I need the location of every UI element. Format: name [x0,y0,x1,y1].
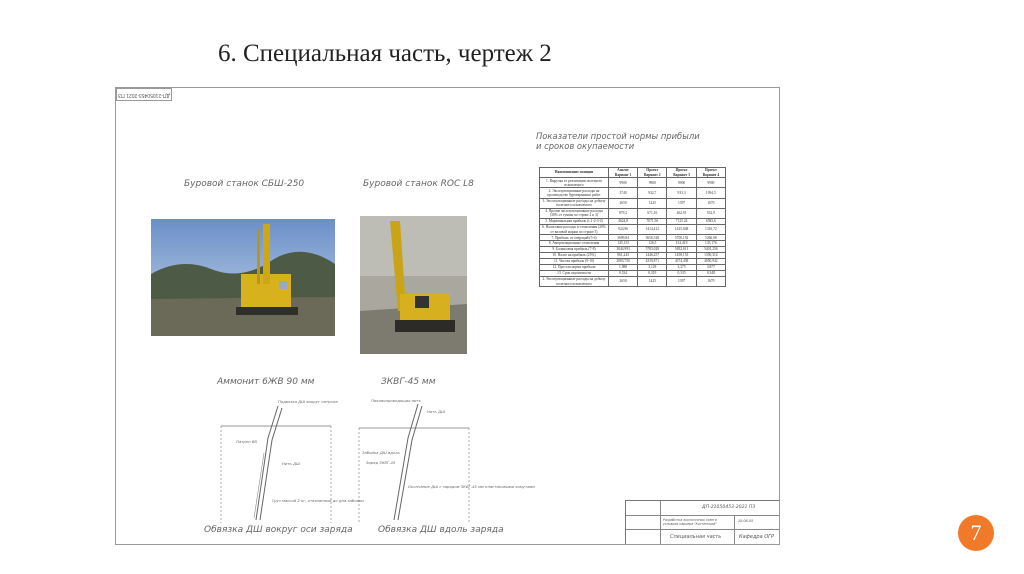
table-cell: 11. Чистая прибыль (9-10) [540,259,609,265]
table-row [540,198,726,208]
table-row [540,178,726,188]
table-cell: 3,375 [667,265,696,271]
slide-title: 6. Специальная часть, чертеж 2 [218,40,552,67]
table-header-cell: Проект Вариант 2 [638,168,667,178]
drawing-sheet [115,87,780,545]
table-cell: 3844,993 [609,247,638,253]
scheme2-caption: Обвязка ДШ вдоль заряда [378,525,504,535]
table-cell: 552,9 [696,208,725,218]
economics-table [539,167,726,287]
rig2-caption: Буровой станок ROC L8 [363,179,474,189]
table-cell: 145,153 [609,241,638,247]
table-row [540,277,726,287]
scheme2-label-b1: Пиковопроводящая нить [371,398,421,403]
table-cell: 2. Эксплуатационные расходы на добычу полезного ископаемого [540,277,609,287]
table-row [540,188,726,198]
table-cell: 1446,257 [638,253,667,259]
table-cell: 462,91 [667,208,696,218]
table-cell: 5700,192 [667,235,696,241]
table-cell: 9900 [638,178,667,188]
table-cell: 5401,256 [696,247,725,253]
scheme2-label-b5: Окончание ДШ с зарядом ЗКВГ-45 мм пластиковыми хомутами [408,484,535,489]
table-cell: 4624,8 [609,218,638,224]
table-cell: 0,534 [609,271,638,277]
table-cell: 7. Прибыль от операций (5-6) [540,235,609,241]
title-block [625,500,779,544]
title-block-num: 18.06.05 [738,519,754,523]
scheme1-label-a4: Груз массой 2 кг, отвязанный до дна забойки [272,498,364,503]
table-cell: 135,176 [696,241,725,247]
table-cell: 9. Балансовая прибыль (7-8) [540,247,609,253]
table-cell: 2650 [609,277,638,287]
rig1-caption: Буровой станок СБШ-250 [184,179,305,189]
scheme1-caption: Обвязка ДШ вокруг оси заряда [204,525,353,535]
page-number-badge: 7 [958,515,994,551]
table-cell: 879,2 [609,208,638,218]
scheme1-label-a2: Патрон ВВ [236,439,258,444]
table-cell: 2650 [609,198,638,208]
table-cell: 6. Налоговые расходы и отчисления (20% от валовой маржи по строке 5) [540,224,609,234]
table-cell: 1425 [638,277,667,287]
table-cell: 924,96 [609,224,638,234]
title-block-desc: Разработка экологичных схем в условиях карьера "Костенский" [663,518,717,526]
table-row [540,224,726,234]
table-cell: 9900 [609,178,638,188]
table-cell: 961,243 [609,253,638,259]
title-block-part: Специальная часть [670,534,722,540]
table-cell: 1670 [696,277,725,287]
table-header-cell: Проект Вариант 4 [696,168,725,178]
table-cell: 1414,412 [638,224,667,234]
table-cell: 3,877 [696,265,725,271]
table-cell: 1458,153 [667,253,696,259]
table-cell: 932,7 [638,188,667,198]
table-cell: 933,3 [667,188,696,198]
table-cell: 5. Маржинальная прибыль (с.1-2-3-4) [540,218,609,224]
table-cell: 0,335 [667,271,696,277]
scheme1-label-a1: Подвязка ДШ вокруг патрона [278,399,338,404]
table-cell: 3699,84 [609,235,638,241]
table-cell: 5266,08 [696,235,725,241]
table-header-cell: Проект Вариант 3 [667,168,696,178]
table-cell: 1094,5 [696,188,725,198]
table-cell: 10. Налог на прибыль (25%) [540,253,609,259]
stamp-code: ДП-21050453-2021 ПЗ [116,88,172,101]
table-cell: 3740 [609,188,638,198]
table-cell: 1316,72 [696,224,725,234]
table-header-row [540,168,726,178]
table-cell: 132,419 [667,241,696,247]
scheme2-label-b3: Забойка ДШ вдоль [362,450,400,455]
rig1-photo [151,219,335,336]
table-cell: 4374,458 [667,259,696,265]
scheme2-label-b4: Заряд ЗКВГ-45 [366,460,396,465]
table-cell: 1. Выручка от реализации полезного ископаемого [540,178,609,188]
table-cell: 9900 [696,178,725,188]
title-block-code: ДП-21050453-2021 ПЗ [702,505,756,510]
table-cell: 2. Эксплуатационные расходы на производство буровзрывных работ [540,188,609,198]
table-cell: 12. Простая норма прибыли [540,265,609,271]
charge1-caption: Аммонит 6ЖВ 90 мм [217,377,315,387]
table-cell: 1,988 [609,265,638,271]
table-cell: 1670 [696,198,725,208]
table-header-cell: Наименование позиции [540,168,609,178]
table-cell: 1350,314 [696,253,725,259]
table-cell: 9900 [667,178,696,188]
table-cell: 4339,871 [638,259,667,265]
table-cell: 2883,750 [609,259,638,265]
table-title: Показатели простой нормы прибыли и сроков окупаемости [536,131,700,151]
table-cell: 7125,24 [667,218,696,224]
scheme1-label-a3: Нить ДШ [282,461,301,466]
rig2-photo [360,216,467,354]
table-cell: 4050,942 [696,259,725,265]
table-cell: 5783,028 [638,247,667,253]
table-cell: 3. Эксплуатационные расходы на добычу полезного ископаемого [540,198,609,208]
charge2-caption: ЗКВГ-45 мм [381,377,436,387]
table-cell: 13. Срок окупаемости [540,271,609,277]
scheme2-label-b2: Нить ДШ [427,409,446,414]
table-cell: 5656,528 [638,235,667,241]
table-row [540,208,726,218]
table-cell: 1397 [667,277,696,287]
table-header-cell: Аналог Вариант 1 [609,168,638,178]
table-cell: 126,5 [638,241,667,247]
table-cell: 1397 [667,198,696,208]
table-cell: 671,16 [638,208,667,218]
table-cell: 8. Амортизационные отчисления [540,241,609,247]
table-cell: 0,319 [638,271,667,277]
table-cell: 3,129 [638,265,667,271]
scheme1-drawing [216,398,336,528]
table-cell: 0,348 [696,271,725,277]
title-block-org: Кафедра ОГР [739,534,774,540]
table-cell: 7071,56 [638,218,667,224]
table-cell: 1425,048 [667,224,696,234]
table-cell: 5832,611 [667,247,696,253]
table-cell: 4. Прочие эксплуатационные расходы (30% от суммы по строке 2 и 3) [540,208,609,218]
table-cell: 1425 [638,198,667,208]
table-cell: 6583,6 [696,218,725,224]
